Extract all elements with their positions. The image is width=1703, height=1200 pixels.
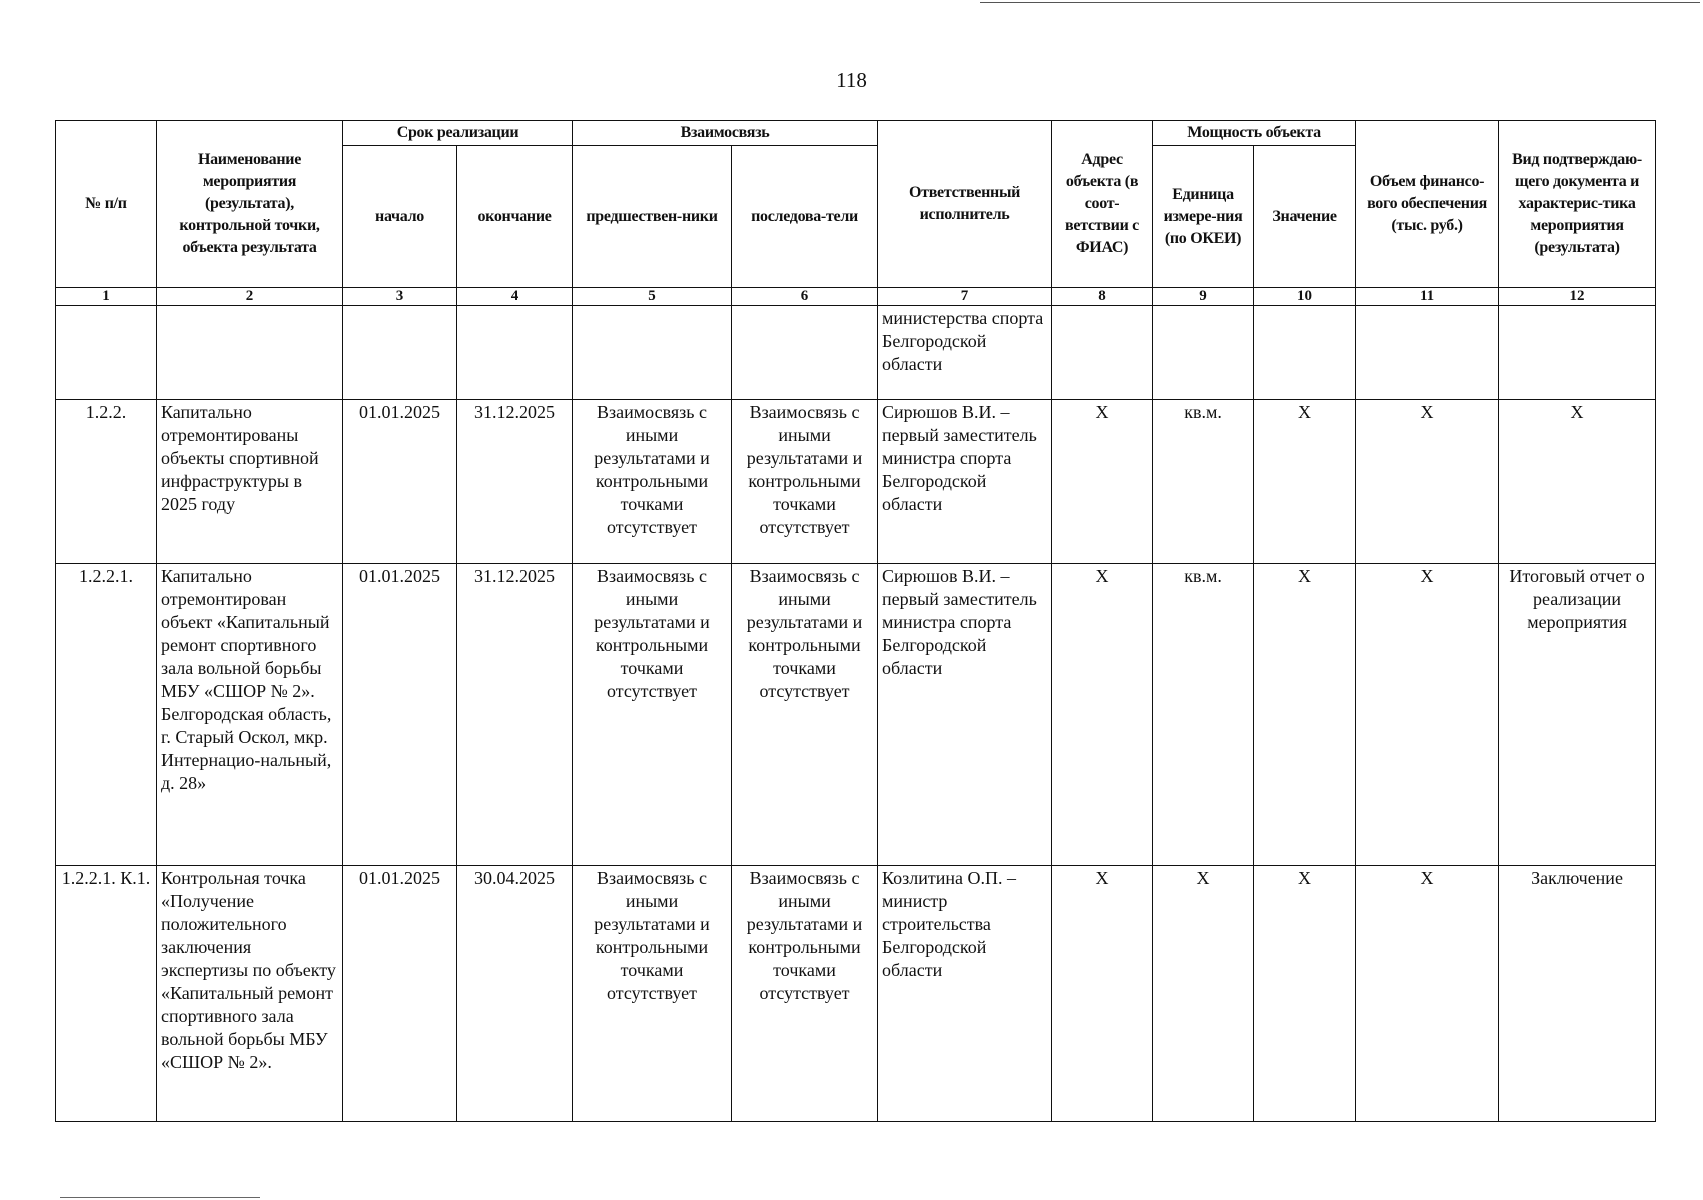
cell-value: Х xyxy=(1254,400,1356,564)
cell-successors: Взаимосвязь с иными результатами и контрольными точками отсутствует xyxy=(732,564,878,866)
cell-predecessors: Взаимосвязь с иными результатами и контрольными точками отсутствует xyxy=(573,564,732,866)
cell-value xyxy=(1254,306,1356,400)
cell-responsible: Сирюшов В.И. – первый заместитель министра спорта Белгородской области xyxy=(878,400,1052,564)
cell-doc xyxy=(1499,306,1656,400)
header-doc: Вид подтверждаю-щего документа и характерис-тика мероприятия (результата) xyxy=(1499,121,1656,288)
header-predecessors: предшествен-ники xyxy=(573,146,732,288)
cell-finance: Х xyxy=(1356,400,1499,564)
header-address: Адрес объекта (в соот-ветствии с ФИАС) xyxy=(1052,121,1153,288)
cell-responsible: Сирюшов В.И. – первый заместитель министра спорта Белгородской области xyxy=(878,564,1052,866)
cell-address: Х xyxy=(1052,564,1153,866)
cell-end: 31.12.2025 xyxy=(457,400,573,564)
header-end: окончание xyxy=(457,146,573,288)
table-row xyxy=(56,400,1656,564)
header-row-1 xyxy=(56,121,1656,146)
cell-num: 1.2.2.1. xyxy=(56,564,157,866)
column-number: 9 xyxy=(1153,288,1254,306)
column-number: 11 xyxy=(1356,288,1499,306)
table-row xyxy=(56,866,1656,1122)
cell-doc: Итоговый отчет о реализации мероприятия xyxy=(1499,564,1656,866)
column-number: 6 xyxy=(732,288,878,306)
header-period-group: Срок реализации xyxy=(343,121,573,146)
cell-predecessors: Взаимосвязь с иными результатами и контрольными точками отсутствует xyxy=(573,866,732,1122)
cell-num xyxy=(56,306,157,400)
column-number: 7 xyxy=(878,288,1052,306)
cell-doc: Заключение xyxy=(1499,866,1656,1122)
cell-successors xyxy=(732,306,878,400)
cell-num: 1.2.2. xyxy=(56,400,157,564)
cell-doc: Х xyxy=(1499,400,1656,564)
page-number: 118 xyxy=(836,68,867,92)
cell-unit: кв.м. xyxy=(1153,400,1254,564)
cell-predecessors: Взаимосвязь с иными результатами и контрольными точками отсутствует xyxy=(573,400,732,564)
header-value: Значение xyxy=(1254,146,1356,288)
column-number: 1 xyxy=(56,288,157,306)
header-successors: последова-тели xyxy=(732,146,878,288)
scan-edge-line xyxy=(60,1197,260,1198)
cell-responsible: Козлитина О.П. – министр строительства Белгородской области xyxy=(878,866,1052,1122)
column-number: 5 xyxy=(573,288,732,306)
cell-end: 31.12.2025 xyxy=(457,564,573,866)
cell-successors: Взаимосвязь с иными результатами и контрольными точками отсутствует xyxy=(732,866,878,1122)
table-row xyxy=(56,306,1656,400)
cell-name: Контрольная точка «Получение положительного заключения экспертизы по объекту «Капитальный ремонт спортивного зала вольной борьбы МБУ «СШОР № 2». xyxy=(157,866,343,1122)
column-number: 8 xyxy=(1052,288,1153,306)
cell-start xyxy=(343,306,457,400)
scan-edge-line xyxy=(980,2,1700,3)
header-responsible: Ответственный исполнитель xyxy=(878,121,1052,288)
cell-start: 01.01.2025 xyxy=(343,564,457,866)
cell-responsible: министерства спорта Белгородской области xyxy=(878,306,1052,400)
plan-table xyxy=(55,120,1656,1122)
column-number: 10 xyxy=(1254,288,1356,306)
cell-start: 01.01.2025 xyxy=(343,866,457,1122)
cell-unit: кв.м. xyxy=(1153,564,1254,866)
column-number-row xyxy=(56,288,1656,306)
header-relation-group: Взаимосвязь xyxy=(573,121,878,146)
cell-name: Капитально отремонтирован объект «Капитальный ремонт спортивного зала вольной борьбы МБУ «СШОР № 2». Белгородская область, г. Старый Оскол, мкр. Интернацио-нальный, д. 28» xyxy=(157,564,343,866)
header-finance: Объем финансо-вого обеспечения (тыс. руб.) xyxy=(1356,121,1499,288)
cell-address: Х xyxy=(1052,866,1153,1122)
table-row xyxy=(56,564,1656,866)
column-number: 3 xyxy=(343,288,457,306)
cell-address: Х xyxy=(1052,400,1153,564)
cell-end: 30.04.2025 xyxy=(457,866,573,1122)
header-capacity-group: Мощность объекта xyxy=(1153,121,1356,146)
cell-address xyxy=(1052,306,1153,400)
header-unit: Единица измере-ния (по ОКЕИ) xyxy=(1153,146,1254,288)
cell-num: 1.2.2.1. К.1. xyxy=(56,866,157,1122)
cell-name xyxy=(157,306,343,400)
cell-unit xyxy=(1153,306,1254,400)
cell-unit: Х xyxy=(1153,866,1254,1122)
header-start: начало xyxy=(343,146,457,288)
cell-value: Х xyxy=(1254,866,1356,1122)
cell-value: Х xyxy=(1254,564,1356,866)
cell-finance: Х xyxy=(1356,866,1499,1122)
column-number: 12 xyxy=(1499,288,1656,306)
column-number: 2 xyxy=(157,288,343,306)
header-name: Наименование мероприятия (результата), контрольной точки, объекта результата xyxy=(157,121,343,288)
column-number: 4 xyxy=(457,288,573,306)
cell-name: Капитально отремонтированы объекты спортивной инфраструктуры в 2025 году xyxy=(157,400,343,564)
header-num: № п/п xyxy=(56,121,157,288)
cell-finance xyxy=(1356,306,1499,400)
cell-finance: Х xyxy=(1356,564,1499,866)
cell-successors: Взаимосвязь с иными результатами и контрольными точками отсутствует xyxy=(732,400,878,564)
cell-end xyxy=(457,306,573,400)
cell-predecessors xyxy=(573,306,732,400)
cell-start: 01.01.2025 xyxy=(343,400,457,564)
